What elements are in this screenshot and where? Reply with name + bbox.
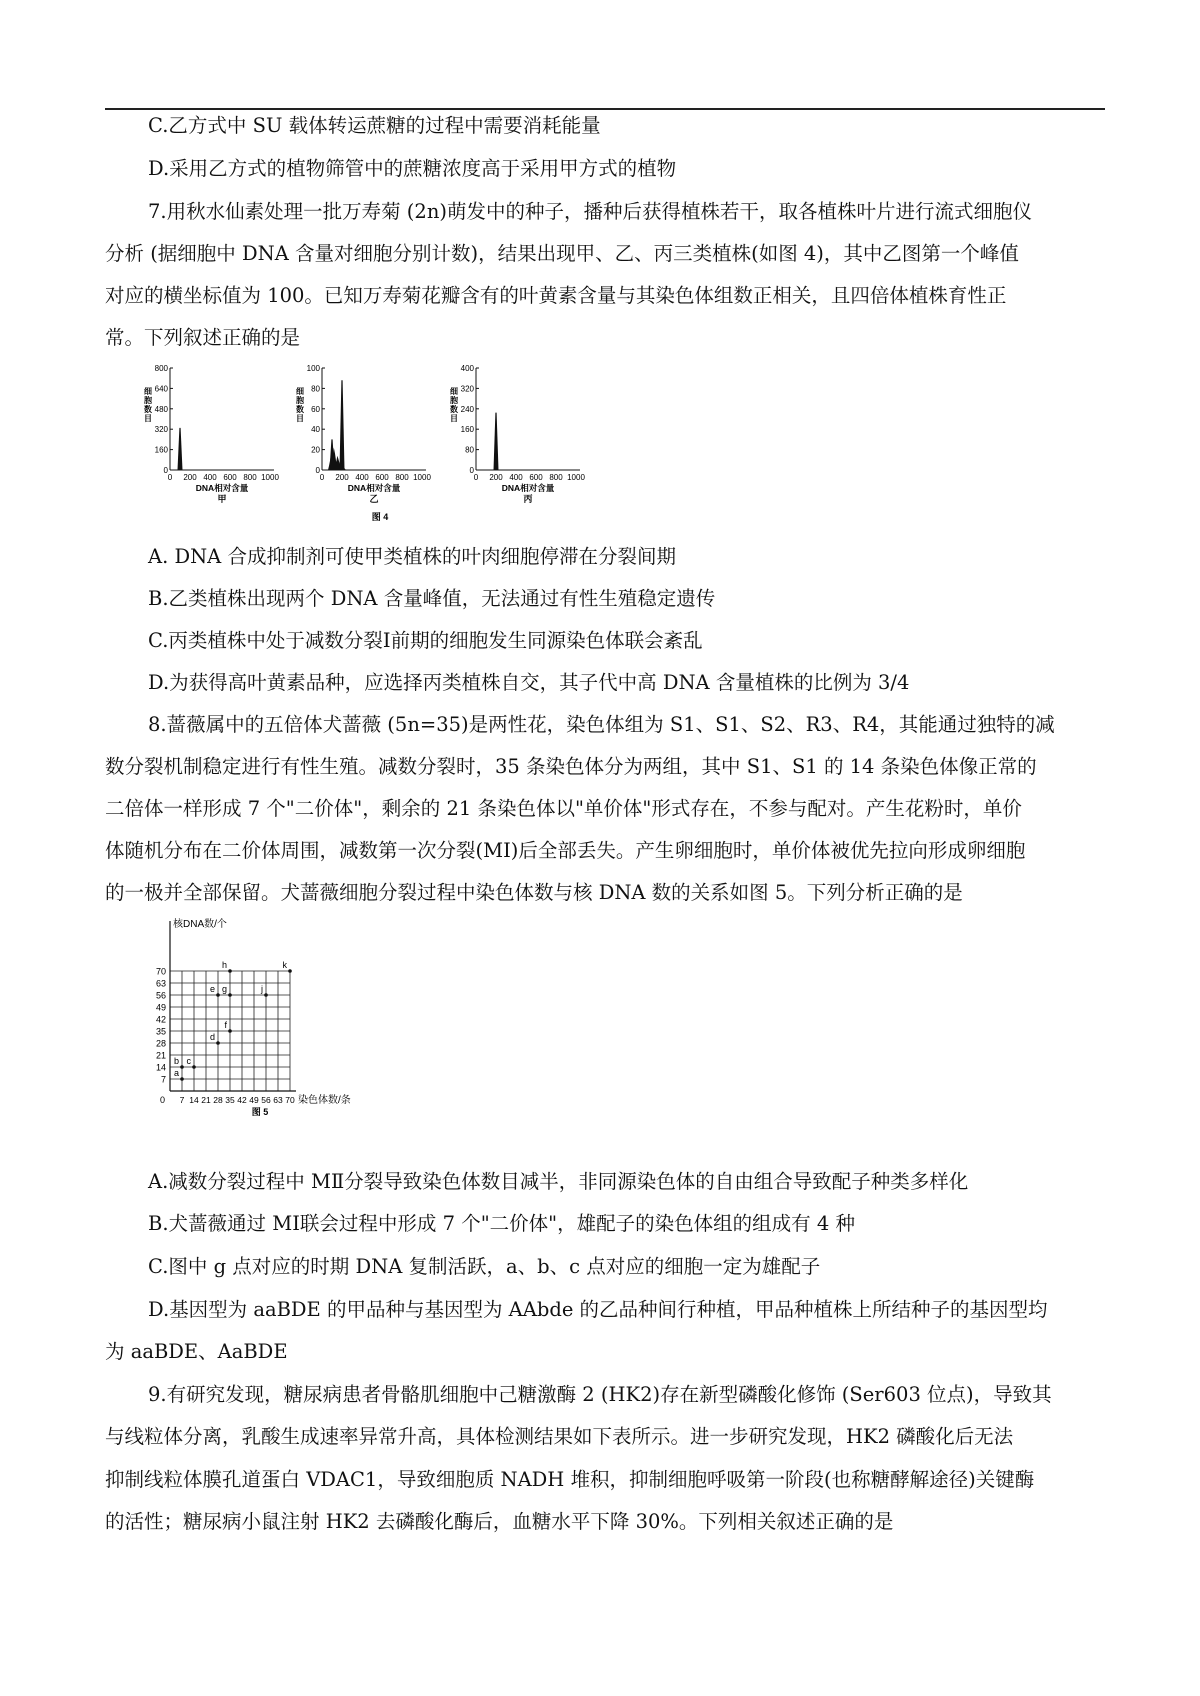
x-tick-label: 1000 [567,473,585,482]
y-tick-label: 20 [311,445,320,455]
y-tick-label: 0 [469,466,474,475]
histogram-甲 [144,364,279,504]
point-d [216,1041,220,1045]
y-axis-label: 核DNA数/个 [173,919,227,930]
peak-1 [178,428,183,470]
x-tick-label: 70 [285,1095,295,1105]
y-tick-label: 800 [154,364,168,373]
x-tick-label: 56 [261,1095,271,1105]
q7-option-a: A. DNA 合成抑制剂可使甲类植株的叶肉细胞停滞在分裂间期 [148,545,676,568]
x-tick-label: 21 [201,1095,211,1105]
x-tick-label: 800 [243,473,257,482]
point-label-a: a [173,1068,179,1078]
q6-option-c: C.乙方式中 SU 载体转运蔗糖的过程中需要消耗能量 [148,114,601,137]
x-label: DNA相对含量 [195,483,249,493]
x-tick-label: 200 [489,473,503,482]
point-a [180,1077,184,1081]
q7-stem-line-2: 分析 (据细胞中 DNA 含量对细胞分别计数)，结果出现甲、乙、丙三类植株(如图 4)，其中乙图第一个峰值 [105,242,1019,265]
y-tick-label: 640 [154,384,168,394]
x-tick-label: 600 [529,473,543,482]
q7-option-b: B.乙类植株出现两个 DNA 含量峰值，无法通过有性生殖稳定遗传 [148,587,716,610]
point-label-f: f [224,1020,227,1030]
y-tick-label: 320 [460,384,474,394]
y-tick-label: 63 [155,978,166,989]
x-tick-label: 14 [189,1095,199,1105]
q8-option-a: A.减数分裂过程中 MⅡ分裂导致染色体数目减半，非同源染色体的自由组合导致配子种类多样化 [148,1170,969,1193]
y-tick-label: 320 [154,425,168,435]
y-tick-label: 21 [155,1050,166,1061]
y-label-char: 目 [296,414,304,423]
x-tick-label: 35 [225,1095,235,1105]
point-b [180,1065,184,1069]
q8-stem-line-1: 8.蔷薇属中的五倍体犬蔷薇 (5n=35)是两性花，染色体组为 S1、S1、S2、R3、R4，其能通过独特的减 [148,713,1055,736]
y-label-char: 细 [144,387,152,396]
q7-stem-line-3: 对应的横坐标值为 100。已知万寿菊花瓣含有的叶黄素含量与其染色体组数正相关，且四倍体植株育性正 [105,284,1007,307]
histogram-乙 [296,364,431,504]
point-label-g: g [221,984,227,994]
figure-4 [144,360,650,530]
x-tick-label: 0 [473,473,479,482]
point-f [228,1029,232,1033]
x-tick-label: 0 [319,473,325,482]
origin-label: 0 [159,1095,165,1105]
y-tick-label: 56 [155,990,166,1001]
q8-option-c: C.图中 g 点对应的时期 DNA 复制活跃，a、b、c 点对应的细胞一定为雄配子 [148,1255,821,1278]
figure-5 [140,915,420,1120]
y-tick-label: 240 [460,404,474,414]
point-label-j: j [261,984,263,994]
x-tick-label: 400 [355,473,369,482]
point-j [264,993,268,997]
header-rule [105,108,1105,110]
point-c [192,1065,196,1069]
point-label-b: b [173,1056,179,1066]
x-tick-label: 49 [249,1095,259,1105]
q8-stem-line-2: 数分裂机制稳定进行有性生殖。减数分裂时，35 条染色体分为两组，其中 S1、S1 的 14 条染色体像正常的 [105,755,1037,778]
y-label-char: 细 [450,387,458,396]
y-tick-label: 160 [460,425,474,435]
y-tick-label: 7 [160,1074,166,1085]
panel-name: 丙 [523,494,533,504]
q7-option-d: D.为获得高叶黄素品种，应选择丙类植株自交，其子代中高 DNA 含量植株的比例为 3/4 [148,671,910,694]
y-label-char: 目 [144,414,152,423]
q7-stem-line-4: 常。下列叙述正确的是 [105,326,301,349]
figure-5-caption: 图 5 [251,1107,269,1117]
y-label-char: 细 [296,387,304,396]
figure-4-caption: 图 4 [371,512,389,522]
y-tick-label: 0 [315,466,320,475]
q8-stem-line-5: 的一极并全部保留。犬蔷薇细胞分裂过程中染色体数与核 DNA 数的关系如图 5。下列分析正确的是 [105,881,963,904]
q6-option-d: D.采用乙方式的植物筛管中的蔗糖浓度高于采用甲方式的植物 [148,157,677,180]
y-tick-label: 160 [154,445,168,455]
y-label-char: 目 [450,414,458,423]
x-tick-label: 63 [273,1095,283,1105]
q8-option-d-line-1: D.基因型为 aaBDE 的甲品种与基因型为 AAbde 的乙品种间行种植，甲品种植株上所结种子的基因型均 [148,1298,1048,1321]
x-axis-label: 染色体数/条 [298,1095,351,1106]
y-label-char: 胞 [144,396,152,405]
q9-stem-line-4: 的活性；糖尿病小鼠注射 HK2 去磷酸化酶后，血糖水平下降 30%。下列相关叙述正确的是 [105,1510,894,1533]
x-tick-label: 800 [395,473,409,482]
point-h [228,969,232,973]
y-tick-label: 70 [155,966,166,977]
x-tick-label: 42 [237,1095,247,1105]
point-k [288,969,292,973]
q9-stem-line-1: 9.有研究发现，糖尿病患者骨骼肌细胞中己糖激酶 2 (HK2)存在新型磷酸化修饰 (Ser603 位点)，导致其 [148,1383,1052,1406]
x-tick-label: 200 [183,473,197,482]
y-tick-label: 480 [154,404,168,414]
peak-1 [494,413,499,470]
q8-option-b: B.犬蔷薇通过 MⅠ联会过程中形成 7 个"二价体"，雄配子的染色体组的组成有 4 种 [148,1212,855,1235]
x-tick-label: 400 [509,473,523,482]
y-tick-label: 100 [306,364,320,373]
y-tick-label: 14 [155,1062,166,1073]
histogram-丙 [450,364,585,504]
y-tick-label: 40 [311,425,320,435]
y-tick-label: 28 [155,1038,166,1049]
point-label-e: e [209,984,215,994]
point-label-d: d [209,1032,215,1042]
q7-option-c: C.丙类植株中处于减数分裂Ⅰ前期的细胞发生同源染色体联会紊乱 [148,629,703,652]
y-tick-label: 49 [155,1002,166,1013]
y-tick-label: 0 [163,466,168,475]
x-tick-label: 7 [179,1095,185,1105]
y-tick-label: 80 [311,384,320,394]
point-label-k: k [282,960,287,970]
peak-2 [340,380,345,470]
q7-stem-line-1: 7.用秋水仙素处理一批万寿菊 (2n)萌发中的种子，播种后获得植株若干，取各植株叶片进行流式细胞仪 [148,200,1032,223]
y-label-char: 数 [144,405,152,414]
q8-option-d-line-2: 为 aaBDE、AaBDE [105,1340,288,1363]
x-tick-label: 0 [167,473,173,482]
y-tick-label: 35 [155,1026,166,1037]
y-tick-label: 60 [311,404,320,414]
y-label-char: 胞 [296,396,304,405]
point-g [228,993,232,997]
x-tick-label: 600 [223,473,237,482]
panel-name: 甲 [217,494,227,504]
point-label-c: c [186,1056,191,1066]
x-tick-label: 400 [203,473,217,482]
point-label-h: h [221,960,227,970]
x-label: DNA相对含量 [501,483,555,493]
x-tick-label: 28 [213,1095,223,1105]
y-label-char: 数 [450,405,458,414]
x-tick-label: 1000 [261,473,279,482]
q8-stem-line-4: 体随机分布在二价体周围，减数第一次分裂(MⅠ)后全部丢失。产生卵细胞时，单价体被优先拉向形成卵细胞 [105,839,1026,862]
y-label-char: 数 [296,405,304,414]
x-tick-label: 200 [335,473,349,482]
x-tick-label: 800 [549,473,563,482]
x-tick-label: 1000 [413,473,431,482]
q9-stem-line-3: 抑制线粒体膜孔道蛋白 VDAC1，导致细胞质 NADH 堆积，抑制细胞呼吸第一阶段(也称糖酵解途径)关键酶 [105,1468,1035,1491]
y-tick-label: 400 [460,364,474,373]
x-tick-label: 600 [375,473,389,482]
y-tick-label: 80 [465,445,474,455]
x-label: DNA相对含量 [347,483,401,493]
q9-stem-line-2: 与线粒体分离，乳酸生成速率异常升高，具体检测结果如下表所示。进一步研究发现，HK2 磷酸化后无法 [105,1425,1014,1448]
y-label-char: 胞 [450,396,458,405]
q8-stem-line-3: 二倍体一样形成 7 个"二价体"，剩余的 21 条染色体以"单价体"形式存在，不参与配对。产生花粉时，单价 [105,797,1022,820]
y-tick-label: 42 [155,1014,166,1025]
point-e [216,993,220,997]
panel-name: 乙 [369,494,379,504]
